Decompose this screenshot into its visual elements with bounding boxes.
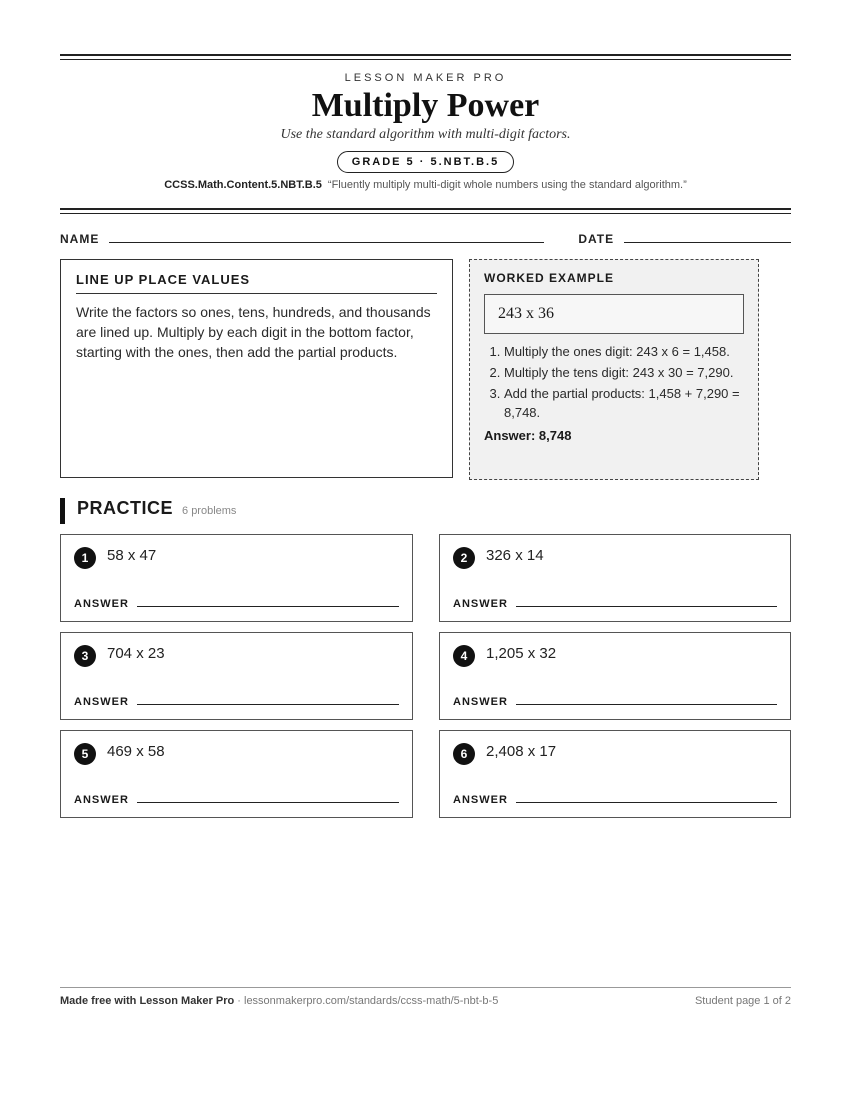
worked-example-answer: Answer: 8,748 bbox=[484, 428, 572, 443]
problem-number-badge: 6 bbox=[453, 743, 475, 765]
worked-example-heading: WORKED EXAMPLE bbox=[484, 271, 615, 285]
problem-question: 58 x 47 bbox=[107, 547, 157, 564]
standard-reference bbox=[60, 179, 791, 191]
answer-label: ANSWER bbox=[453, 794, 508, 806]
answer-label: ANSWER bbox=[74, 794, 129, 806]
answer-label: ANSWER bbox=[74, 598, 129, 610]
footer-credit bbox=[60, 995, 498, 1007]
problem-question: 1,205 x 32 bbox=[486, 645, 557, 662]
worksheet-page bbox=[60, 54, 791, 818]
practice-problem bbox=[60, 534, 413, 622]
answer-field[interactable] bbox=[137, 606, 399, 607]
name-date-row bbox=[60, 232, 791, 246]
problem-question: 2,408 x 17 bbox=[486, 743, 557, 760]
answer-label: ANSWER bbox=[74, 696, 129, 708]
answer-field[interactable] bbox=[137, 704, 399, 705]
footer-url[interactable]: · lessonmakerpro.com/standards/ccss-math/5-nbt-b-5 bbox=[234, 995, 499, 1007]
answer-field[interactable] bbox=[516, 606, 777, 607]
worked-example-card bbox=[469, 259, 759, 480]
worked-example-step: 3. Add the partial products: 1,458 + 7,290 = 8,748. bbox=[504, 384, 744, 422]
worked-example-step: 2. Multiply the tens digit: 243 x 30 = 7,290. bbox=[504, 363, 744, 382]
concept-card bbox=[60, 259, 453, 478]
practice-title: PRACTICE bbox=[77, 498, 174, 518]
standard-code: CCSS.Math.Content.5.NBT.B.5 bbox=[164, 179, 322, 191]
page-subtitle: Use the standard algorithm with multi-digit factors. bbox=[280, 127, 571, 142]
intro-cards bbox=[60, 259, 791, 480]
footer-made-with: Made free with Lesson Maker Pro bbox=[60, 995, 235, 1007]
page-footer bbox=[60, 987, 791, 1007]
answer-field[interactable] bbox=[516, 704, 777, 705]
top-divider bbox=[60, 54, 791, 60]
practice-problem bbox=[60, 730, 413, 818]
answer-label: ANSWER bbox=[453, 598, 508, 610]
worked-example-step: 1. Multiply the ones digit: 243 x 6 = 1,458. bbox=[504, 342, 744, 361]
problem-number-badge: 3 bbox=[74, 645, 96, 667]
concept-body: Write the factors so ones, tens, hundreds, and thousands are lined up. Multiply by each digit in the bottom factor, starting with the ones, then add the partial products. bbox=[76, 304, 431, 360]
practice-header bbox=[60, 498, 791, 524]
practice-problem bbox=[439, 730, 791, 818]
problem-number-badge: 4 bbox=[453, 645, 475, 667]
footer-page-number: Student page 1 of 2 bbox=[694, 995, 791, 1007]
practice-problem bbox=[439, 632, 791, 720]
problem-number-badge: 2 bbox=[453, 547, 475, 569]
practice-grid bbox=[60, 534, 791, 818]
worked-example-problem: 243 x 36 bbox=[484, 294, 744, 334]
page-title: Multiply Power bbox=[311, 87, 540, 124]
date-field[interactable] bbox=[624, 242, 791, 243]
worked-example-steps bbox=[484, 342, 744, 422]
grade-standard-badge: GRADE 5 · 5.NBT.B.5 bbox=[337, 151, 514, 173]
header-divider bbox=[60, 208, 791, 214]
problem-question: 469 x 58 bbox=[107, 743, 165, 760]
name-field[interactable] bbox=[109, 242, 544, 243]
practice-problem bbox=[60, 632, 413, 720]
date-label: DATE bbox=[578, 232, 615, 246]
name-label: NAME bbox=[60, 232, 100, 246]
practice-count: 6 problems bbox=[182, 505, 237, 517]
answer-field[interactable] bbox=[137, 802, 399, 803]
answer-label: ANSWER bbox=[453, 696, 508, 708]
standard-text: “Fluently multiply multi-digit whole numbers using the standard algorithm.” bbox=[327, 179, 687, 191]
problem-question: 704 x 23 bbox=[107, 645, 165, 662]
problem-number-badge: 1 bbox=[74, 547, 96, 569]
practice-problem bbox=[439, 534, 791, 622]
problem-question: 326 x 14 bbox=[486, 547, 544, 564]
problem-number-badge: 5 bbox=[74, 743, 96, 765]
answer-field[interactable] bbox=[516, 802, 777, 803]
brand-label: LESSON MAKER PRO bbox=[344, 72, 507, 84]
concept-heading: LINE UP PLACE VALUES bbox=[76, 272, 437, 294]
